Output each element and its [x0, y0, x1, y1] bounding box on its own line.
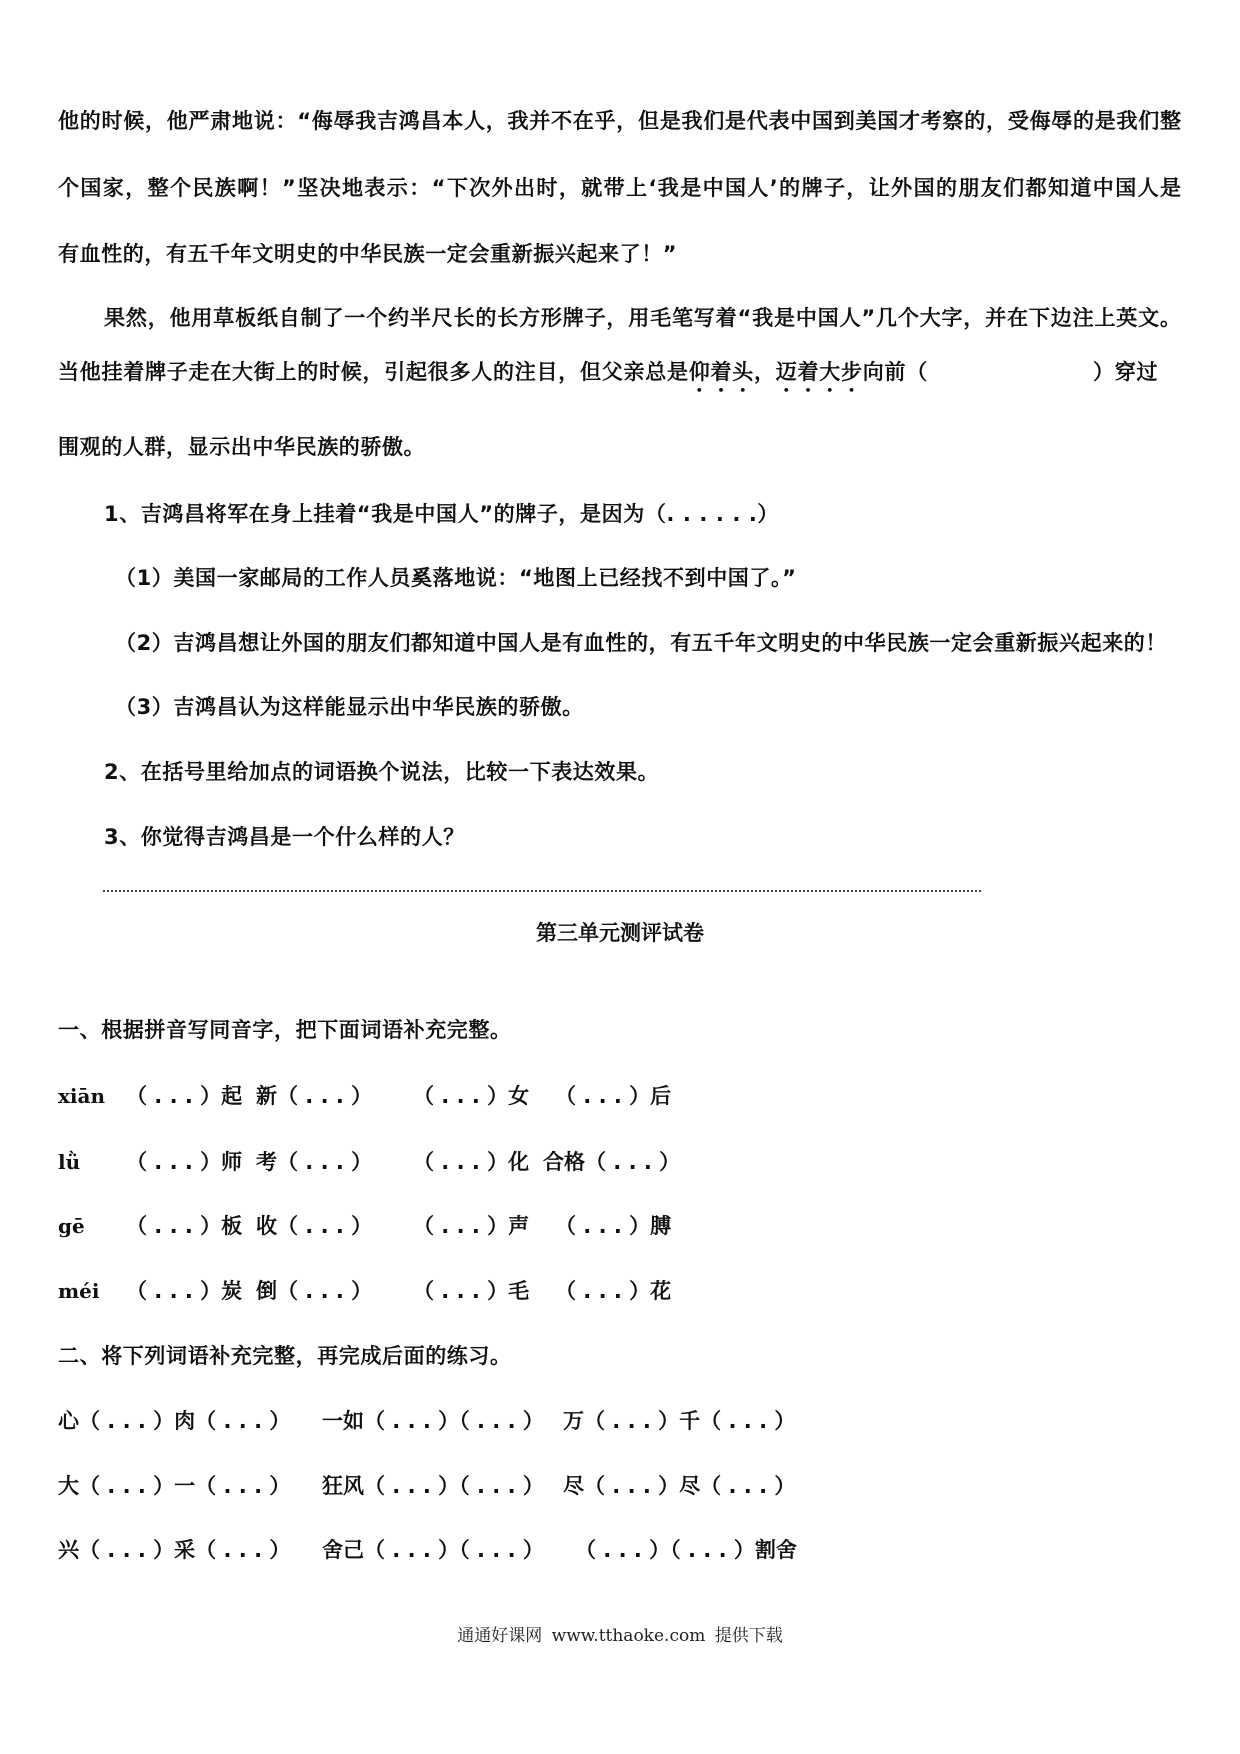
- fill-item: （ . . . ）师: [126, 1150, 243, 1174]
- passage-line-5-text-2: 向前（: [862, 360, 928, 384]
- idiom-item: （ . . . ）（ . . . ）割舍: [575, 1538, 797, 1562]
- idiom-item: 心（ . . . ）肉（ . . . ）: [58, 1409, 291, 1433]
- idiom-item: 一如（ . . . ）（ . . . ）: [322, 1409, 544, 1433]
- idiom-item: 尽（ . . . ）尽（ . . . ）: [563, 1474, 796, 1498]
- passage-line-5: [58, 358, 1198, 397]
- fill-item: （ . . . ）女: [413, 1084, 530, 1108]
- passage-line-5-text: 当他挂着牌子走在大街上的时候，引起很多人的注目，但父亲总是: [58, 360, 689, 384]
- idiom-item: 万（ . . . ）千（ . . . ）: [563, 1409, 796, 1433]
- dotted-word-2: 迈着大步: [775, 360, 863, 384]
- fill-item: （ . . . ）起: [126, 1084, 243, 1108]
- pinyin-label: lǜ: [58, 1150, 81, 1174]
- idiom-item: 兴（ . . . ）采（ . . . ）: [58, 1538, 291, 1562]
- fill-item: 倒（ . . . ）: [256, 1279, 373, 1303]
- fill-item: （ . . . ）后: [555, 1084, 672, 1108]
- fill-item: （ . . . ）花: [555, 1279, 672, 1303]
- pinyin-label: xiān: [58, 1084, 106, 1108]
- section-2-heading: 二、将下列词语补充完整，再完成后面的练习。: [58, 1344, 512, 1368]
- idiom-item: 大（ . . . ）一（ . . . ）: [58, 1474, 291, 1498]
- fill-item: （ . . . ）膊: [555, 1214, 672, 1238]
- fill-item: 考（ . . . ）: [256, 1150, 373, 1174]
- question-1-option-1: （1）美国一家邮局的工作人员奚落地说：“地图上已经找不到中国了。”: [115, 566, 797, 590]
- fill-item: 合格（ . . . ）: [543, 1150, 681, 1174]
- pinyin-label: méi: [58, 1279, 100, 1303]
- question-1-option-2: （2）吉鸿昌想让外国的朋友们都知道中国人是有血性的，有五千年文明史的中华民族一定会重新振兴起来的！: [115, 631, 1168, 655]
- fill-item: （ . . . ）毛: [413, 1279, 530, 1303]
- fill-item: （ . . . ）板: [126, 1214, 243, 1238]
- passage-line-2: 个国家，整个民族啊！”坚决地表示：“下次外出时，就带上‘我是中国人’的牌子，让外国的朋友们都知道中国人是: [58, 176, 1181, 200]
- fill-item: （ . . . ）炭: [126, 1279, 243, 1303]
- question-3: 3、你觉得吉鸿昌是一个什么样的人？: [104, 825, 465, 849]
- question-1: 1、吉鸿昌将军在身上挂着“我是中国人”的牌子，是因为（. . . . . .）: [104, 502, 780, 526]
- fill-item: 新（ . . . ）: [256, 1084, 373, 1108]
- comma: ，: [754, 360, 776, 384]
- idiom-item: 舍己（ . . . ）（ . . . ）: [322, 1538, 544, 1562]
- section-1-heading: 一、根据拼音写同音字，把下面词语补充完整。: [58, 1018, 512, 1042]
- fill-item: （ . . . ）声: [413, 1214, 530, 1238]
- passage-line-1: 他的时候，他严肃地说：“侮辱我吉鸿昌本人，我并不在乎，但是我们是代表中国到美国才考察的，受侮辱的是我们整: [58, 109, 1181, 133]
- question-2: 2、在括号里给加点的词语换个说法，比较一下表达效果。: [104, 760, 660, 784]
- idiom-item: 狂风（ . . . ）（ . . . ）: [322, 1474, 544, 1498]
- fill-item: （ . . . ）化: [413, 1150, 530, 1174]
- page-footer: 通通好课网 www.tthaoke.com 提供下载: [457, 1626, 783, 1646]
- question-1-option-3: （3）吉鸿昌认为这样能显示出中华民族的骄傲。: [115, 695, 584, 719]
- passage-line-3: 有血性的，有五千年文明史的中华民族一定会重新振兴起来了！”: [58, 242, 678, 266]
- passage-line-6: 围观的人群，显示出中华民族的骄傲。: [58, 435, 426, 459]
- test-title: 第三单元测评试卷: [536, 921, 704, 945]
- passage-line-5-close: ）穿过: [1093, 360, 1159, 384]
- pinyin-label: gē: [58, 1214, 85, 1238]
- dotted-word-1: 仰着头: [688, 360, 754, 384]
- passage-line-4: 果然，他用草板纸自制了一个约半尺长的长方形牌子，用毛笔写着“我是中国人”几个大字，并在下边注上英文。: [104, 306, 1181, 330]
- divider-line: [103, 890, 981, 892]
- fill-item: 收（ . . . ）: [256, 1214, 373, 1238]
